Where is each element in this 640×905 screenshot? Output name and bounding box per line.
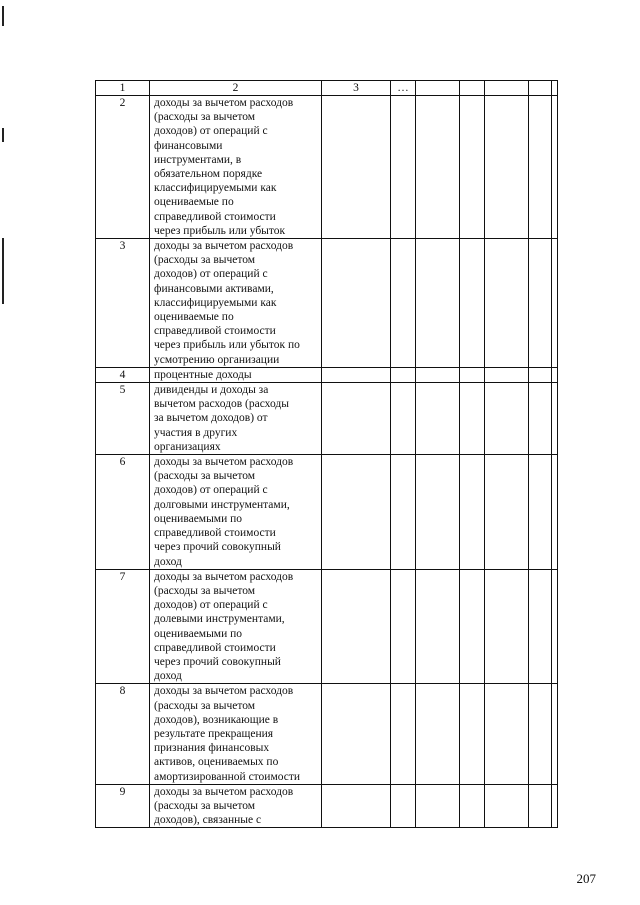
report-table (95, 80, 558, 828)
value-cell (485, 96, 529, 239)
value-cell (322, 455, 391, 570)
value-cell (552, 569, 558, 684)
value-cell (552, 684, 558, 784)
value-cell (552, 239, 558, 368)
header-cell (460, 81, 485, 96)
header-cell (529, 81, 552, 96)
table-row (96, 784, 558, 828)
value-cell (322, 569, 391, 684)
value-cell (552, 367, 558, 382)
value-cell (391, 784, 416, 828)
table-row (96, 455, 558, 570)
row-description: доходы за вычетом расходов (расходы за вычетом доходов) от операций с долевыми инструментами, оцениваемыми по справедливой стоимости через прочий совокупный доход (150, 569, 322, 684)
row-number: 4 (96, 367, 150, 382)
value-cell (485, 367, 529, 382)
value-cell (460, 239, 485, 368)
value-cell (416, 96, 460, 239)
value-cell (529, 367, 552, 382)
value-cell (322, 383, 391, 455)
value-cell (552, 455, 558, 570)
value-cell (552, 96, 558, 239)
value-cell (416, 684, 460, 784)
row-description: доходы за вычетом расходов (расходы за вычетом доходов) от операций с финансовыми активами, классифицируемыми как оцениваемые по справедливой стоимости через прибыль или убыток по усмотрению организации (150, 239, 322, 368)
table-row (96, 367, 558, 382)
value-cell (460, 784, 485, 828)
value-cell (485, 569, 529, 684)
value-cell (322, 239, 391, 368)
value-cell (529, 784, 552, 828)
row-description: доходы за вычетом расходов (расходы за вычетом доходов), возникающие в результате прекращения признания финансовых активов, оцениваемых по амортизированной стоимости (150, 684, 322, 784)
row-number: 6 (96, 455, 150, 570)
value-cell (391, 455, 416, 570)
row-description: дивиденды и доходы за вычетом расходов (расходы за вычетом доходов) от участия в других организациях (150, 383, 322, 455)
value-cell (322, 96, 391, 239)
row-description: доходы за вычетом расходов (расходы за вычетом доходов), связанные с (150, 784, 322, 828)
header-cell: 2 (150, 81, 322, 96)
header-cell: … (391, 81, 416, 96)
header-cell: 1 (96, 81, 150, 96)
value-cell (416, 367, 460, 382)
value-cell (416, 569, 460, 684)
value-cell (552, 784, 558, 828)
table-row (96, 684, 558, 784)
table-row (96, 96, 558, 239)
binder-mark-middle (2, 128, 4, 142)
value-cell (552, 383, 558, 455)
value-cell (529, 239, 552, 368)
header-cell: 3 (322, 81, 391, 96)
value-cell (391, 684, 416, 784)
value-cell (460, 367, 485, 382)
value-cell (485, 684, 529, 784)
value-cell (529, 569, 552, 684)
value-cell (416, 455, 460, 570)
value-cell (416, 383, 460, 455)
value-cell (529, 383, 552, 455)
value-cell (460, 383, 485, 455)
table-row (96, 239, 558, 368)
row-description: процентные доходы (150, 367, 322, 382)
value-cell (391, 96, 416, 239)
row-number: 8 (96, 684, 150, 784)
value-cell (391, 367, 416, 382)
value-cell (416, 784, 460, 828)
row-number: 9 (96, 784, 150, 828)
value-cell (485, 239, 529, 368)
value-cell (322, 367, 391, 382)
row-description: доходы за вычетом расходов (расходы за вычетом доходов) от операций с долговыми инструментами, оцениваемыми по справедливой стоимости через прочий совокупный доход (150, 455, 322, 570)
binder-mark-lower (2, 238, 4, 304)
value-cell (322, 784, 391, 828)
header-cell (552, 81, 558, 96)
value-cell (460, 96, 485, 239)
page-number: 207 (576, 871, 596, 886)
header-cell (485, 81, 529, 96)
value-cell (460, 455, 485, 570)
value-cell (391, 239, 416, 368)
value-cell (460, 684, 485, 784)
value-cell (529, 96, 552, 239)
value-cell (391, 383, 416, 455)
value-cell (485, 455, 529, 570)
row-description: доходы за вычетом расходов (расходы за вычетом доходов) от операций с финансовыми инструментами, в обязательном порядке классифицируемыми как оцениваемые по справедливой стоимости через прибыль или убыток (150, 96, 322, 239)
row-number: 2 (96, 96, 150, 239)
value-cell (391, 569, 416, 684)
row-number: 7 (96, 569, 150, 684)
value-cell (485, 784, 529, 828)
value-cell (416, 239, 460, 368)
value-cell (529, 684, 552, 784)
value-cell (460, 569, 485, 684)
table-row (96, 569, 558, 684)
row-number: 5 (96, 383, 150, 455)
table-row (96, 383, 558, 455)
row-number: 3 (96, 239, 150, 368)
binder-mark-top (2, 6, 4, 26)
value-cell (529, 455, 552, 570)
value-cell (322, 684, 391, 784)
value-cell (485, 383, 529, 455)
header-row (96, 81, 558, 96)
header-cell (416, 81, 460, 96)
